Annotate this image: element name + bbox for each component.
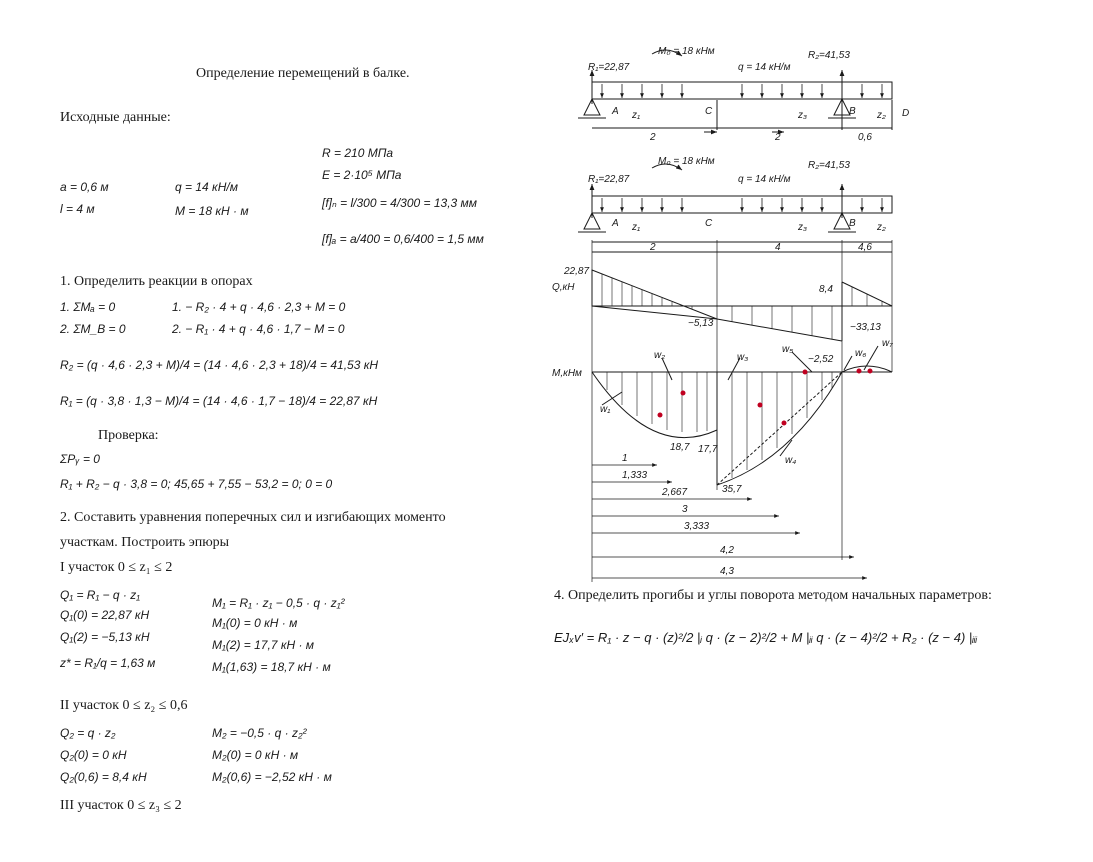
left-page: [0, 0, 492, 862]
beam-1-load-arrows: [602, 84, 882, 98]
label-z2: z₂: [877, 110, 886, 121]
label-point-a-b: A: [612, 218, 619, 229]
label-m0: M₀ = 18 кНм: [658, 46, 715, 57]
label-z2-b: z₂: [877, 222, 886, 233]
label-point-c-b: C: [705, 218, 713, 229]
area-w6: w₆: [855, 348, 867, 359]
dim-06: 0,6: [858, 132, 872, 143]
label-z1-b: z₁: [632, 222, 641, 233]
q2-at-06: Q₂(0,6) = 8,4 кН: [60, 770, 147, 784]
centroid-dimensions: [592, 465, 867, 578]
dim-4: 4: [775, 242, 781, 253]
bending-moment-diagram: [592, 346, 892, 485]
centroid-1333: 1,333: [622, 470, 648, 481]
m1-at-2: M₁(2) = 17,7 кН · м: [212, 638, 315, 652]
m-value-177: 17,7: [698, 444, 718, 455]
param-a: a = 0,6 м: [60, 180, 109, 194]
q-value-513: −5,13: [688, 318, 714, 329]
section-4-heading: 4. Определить прогибы и углы поворота методом начальных параметров:: [554, 588, 992, 603]
label-z3: z₃: [798, 110, 807, 121]
q2-at-0: Q₂(0) = 0 кН: [60, 748, 127, 762]
label-r2-b: R₂=41,53: [808, 160, 850, 171]
area-w3: w₃: [737, 352, 749, 363]
area-w1: w₁: [600, 404, 611, 415]
q-axis-label: Q,кН: [552, 282, 575, 293]
area-w5: w₅: [782, 344, 794, 355]
document-title: Определение перемещений в балке.: [196, 66, 410, 81]
q-value-84: 8,4: [819, 284, 833, 295]
q-value-3313: −33,13: [850, 322, 881, 333]
label-m0-b: M₀ = 18 кНм: [658, 156, 715, 167]
centroid-2667: 2,667: [662, 487, 688, 498]
label-point-d: D: [902, 108, 910, 119]
centroid-3333: 3,333: [684, 521, 710, 532]
label-q: q = 14 кН/м: [738, 62, 791, 73]
label-r2: R₂=41,53: [808, 50, 850, 61]
dim-2-lower: 2: [650, 242, 656, 253]
deflection-limit-span: [f]ₙ = l/300 = 4/300 = 13,3 мм: [322, 196, 478, 210]
q-value-2287: 22,87: [564, 266, 590, 277]
m-axis-label: M,кНм: [552, 368, 582, 379]
dim-46: 4,6: [858, 242, 872, 253]
m1-at-163: M₁(1,63) = 18,7 кН · м: [212, 660, 331, 674]
reaction-r2: R₂ = (q · 4,6 · 2,3 + M)/4 = (14 · 4,6 · 2,3 + 18)/4 = 41,53 кН: [60, 358, 379, 372]
m-value-187: 18,7: [670, 442, 690, 453]
deflection-formula: EJₓv′ = R₁ · z − q · (z)²/2 |ᵢ q · (z − 2)²/2 + M |ᵢᵢ q · (z − 4)²/2 + R₂ · (z − 4) |ᵢᵢᵢ: [554, 630, 978, 645]
check-equation: R₁ + R₂ − q · 3,8 = 0; 45,65 + 7,55 − 53,2 = 0; 0 = 0: [60, 477, 333, 491]
label-q-b: q = 14 кН/м: [738, 174, 791, 185]
centroid-3: 3: [682, 504, 688, 515]
dim-2-upper: 2: [650, 132, 656, 143]
eq1-condition: 1. ΣMₐ = 0: [60, 300, 116, 314]
q1-expression: Q₁ = R₁ − q · z₁: [60, 588, 141, 602]
m-value-357: 35,7: [722, 484, 742, 495]
beam-2-load-arrows: [602, 198, 882, 212]
param-moment: M = 18 кН · м: [175, 204, 249, 218]
q1-at-2: Q₁(2) = −5,13 кН: [60, 630, 150, 644]
centroid-42: 4,2: [720, 545, 734, 556]
q1-at-0: Q₁(0) = 22,87 кН: [60, 608, 150, 622]
right-page: [492, 0, 1093, 862]
label-z3-b: z₃: [798, 222, 807, 233]
reaction-r1: R₁ = (q · 3,8 · 1,3 − M)/4 = (14 · 4,6 · 1,7 − 18)/4 = 22,87 кН: [60, 394, 378, 408]
centroid-43: 4,3: [720, 566, 734, 577]
part-2-title: II участок 0 ≤ z₂ ≤ 0,6: [60, 698, 188, 713]
section-1-heading: 1. Определить реакции в опорах: [60, 274, 253, 289]
m1-expression: M₁ = R₁ · z₁ − 0,5 · q · z₁²: [212, 596, 345, 610]
label-point-b-b: B: [849, 218, 856, 229]
centroid-1: 1: [622, 453, 628, 464]
label-point-b: B: [849, 106, 856, 117]
param-l: l = 4 м: [60, 202, 95, 216]
eq2-condition: 2. ΣM_B = 0: [60, 322, 126, 336]
label-point-c: C: [705, 106, 713, 117]
label-r1-b: R₁=22,87: [588, 174, 630, 185]
m2-at-06: M₂(0,6) = −2,52 кН · м: [212, 770, 332, 784]
m-value-252: −2,52: [808, 354, 834, 365]
section-2-heading: 2. Составить уравнения поперечных сил и изгибающих моменто: [60, 510, 446, 525]
check-heading: Проверка:: [98, 428, 159, 443]
q2-expression: Q₂ = q · z₂: [60, 726, 116, 740]
param-q: q = 14 кН/м: [175, 180, 238, 194]
centroid-markers: [658, 369, 873, 426]
label-point-a: A: [612, 106, 619, 117]
label-r1: R₁=22,87: [588, 62, 630, 73]
label-z1: z₁: [632, 110, 641, 121]
area-w4: w₄: [785, 455, 797, 466]
eq2-expression: 2. − R₁ · 4 + q · 4,6 · 1,7 − M = 0: [172, 322, 345, 336]
param-e: E = 2·10⁵ МПа: [322, 168, 402, 182]
deflection-limit-cantilever: [f]ₐ = a/400 = 0,6/400 = 1,5 мм: [322, 232, 484, 246]
m1-at-0: M₁(0) = 0 кН · м: [212, 616, 298, 630]
m2-expression: M₂ = −0,5 · q · z₂²: [212, 726, 307, 740]
eq1-expression: 1. − R₂ · 4 + q · 4,6 · 2,3 + M = 0: [172, 300, 346, 314]
m2-at-0: M₂(0) = 0 кН · м: [212, 748, 299, 762]
initial-data-heading: Исходные данные:: [60, 110, 171, 125]
zero-shear-point: z* = R₁/q = 1,63 м: [60, 656, 156, 670]
part-3-title: III участок 0 ≤ z₃ ≤ 2: [60, 798, 182, 813]
shear-force-diagram: [592, 270, 892, 341]
area-w7: w₇: [882, 338, 893, 349]
dim-2-mid: 2: [775, 132, 781, 143]
area-w2: w₂: [654, 350, 666, 361]
section-2-heading-cont: участкам. Построить эпюры: [60, 535, 230, 550]
part-1-title: I участок 0 ≤ z₁ ≤ 2: [60, 560, 173, 575]
param-r: R = 210 МПа: [322, 146, 394, 160]
check-sum: ΣPᵧ = 0: [60, 452, 100, 466]
beam-diagram: [492, 0, 1093, 600]
